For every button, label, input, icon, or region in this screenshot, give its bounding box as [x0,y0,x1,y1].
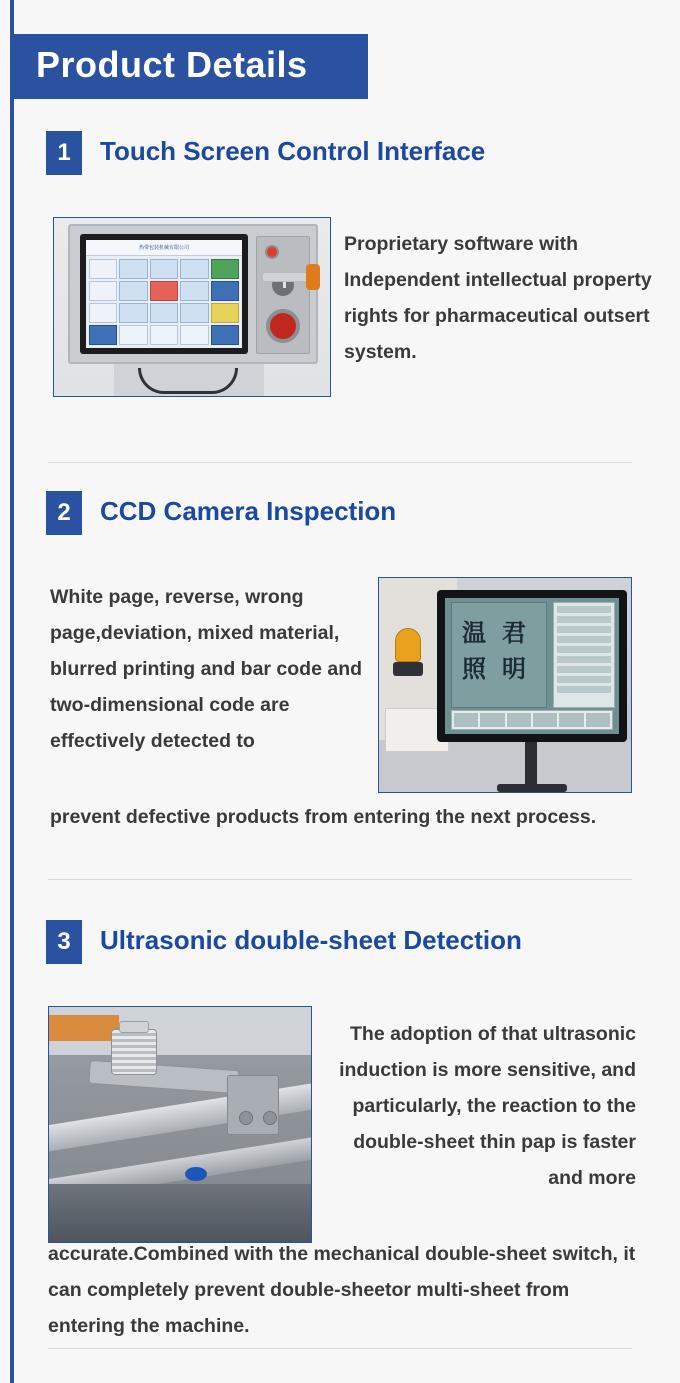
section-3-text-part2: accurate.Combined with the mechanical double-sheet switch, it can completely prevent double-sheetor multi-sheet from entering the machine. [48,1243,636,1337]
section-3-number: 3 [46,920,82,964]
divider-1 [48,462,632,463]
section-ultrasonic-detection [0,920,680,1337]
section-1-text: Proprietary software with Independent intellectual property rights for pharmaceutical outsert system. [344,233,652,363]
photo1-hmi-screen [86,240,242,348]
section-2-title: CCD Camera Inspection [100,496,397,526]
page-title: Product Details [36,44,308,85]
photo3-bolt-2 [263,1111,277,1125]
photo3-bracket-block [227,1075,279,1135]
photo1-indicator-lamp [265,245,279,259]
section-touch-screen [0,131,680,363]
photo1-emergency-stop-button [266,309,300,343]
photo1-cable [138,368,238,394]
divider-2 [48,879,632,880]
photo2-camera-view [451,602,547,708]
photo1-hmi-panel [68,224,318,364]
section-2-number: 2 [46,491,82,535]
photo1-arm-handle [306,264,320,290]
section-2-heading [0,491,680,537]
section-3-heading [0,920,680,966]
section-3-text-part1: The adoption of that ultrasonic induction is more sensitive, and particularly, the reaction to the double-sheet thin pap is faster and more [339,1023,636,1189]
section-3-title: Ultrasonic double-sheet Detection [100,925,522,955]
ultrasonic-sensor-photo [48,1006,312,1243]
photo3-orange-part [49,1015,119,1041]
photo2-monitor-stand-base [497,784,567,792]
section-1-number: 1 [46,131,82,175]
photo2-monitor-stand-neck [525,742,537,790]
photo1-control-column [256,236,310,354]
photo2-glyph-2: 君 [502,620,526,647]
photo2-glyph-3: 照 [462,656,486,683]
photo2-monitor [437,590,627,742]
divider-3 [48,1348,632,1349]
photo3-sensor-cap [119,1021,149,1033]
ccd-camera-monitor-photo [378,577,632,793]
photo1-screen-buttons [86,256,242,348]
section-2-text-part2: prevent defective products from entering the next process. [50,806,597,828]
photo2-glyph-1: 温 [462,620,486,647]
section-1-title: Touch Screen Control Interface [100,136,486,166]
section-ccd-camera [0,491,680,828]
photo2-inspection-screen [445,598,619,734]
section-2-text-part1: White page, reverse, wrong page,deviation, mixed material, blurred printing and bar code and two-dimensional code are effectively detected to [50,586,363,752]
touch-screen-control-panel-photo [53,217,331,397]
photo1-screen-bezel [80,234,248,354]
photo3-blue-marker [185,1167,207,1181]
photo2-parameter-panel [553,602,615,708]
left-accent-rail [10,0,14,1383]
photo2-lamp-base [393,662,423,676]
photo3-bolt-1 [239,1111,253,1125]
photo1-screen-caption: 热带包装机械有限公司 [86,240,242,256]
photo2-warning-lamp [395,628,421,662]
section-1-heading [0,131,680,177]
photo2-toolbar-strip [451,710,613,730]
photo3-lower-shadow [49,1184,311,1242]
photo3-ultrasonic-sensor-head [111,1029,157,1075]
photo2-glyph-4: 明 [502,656,526,683]
